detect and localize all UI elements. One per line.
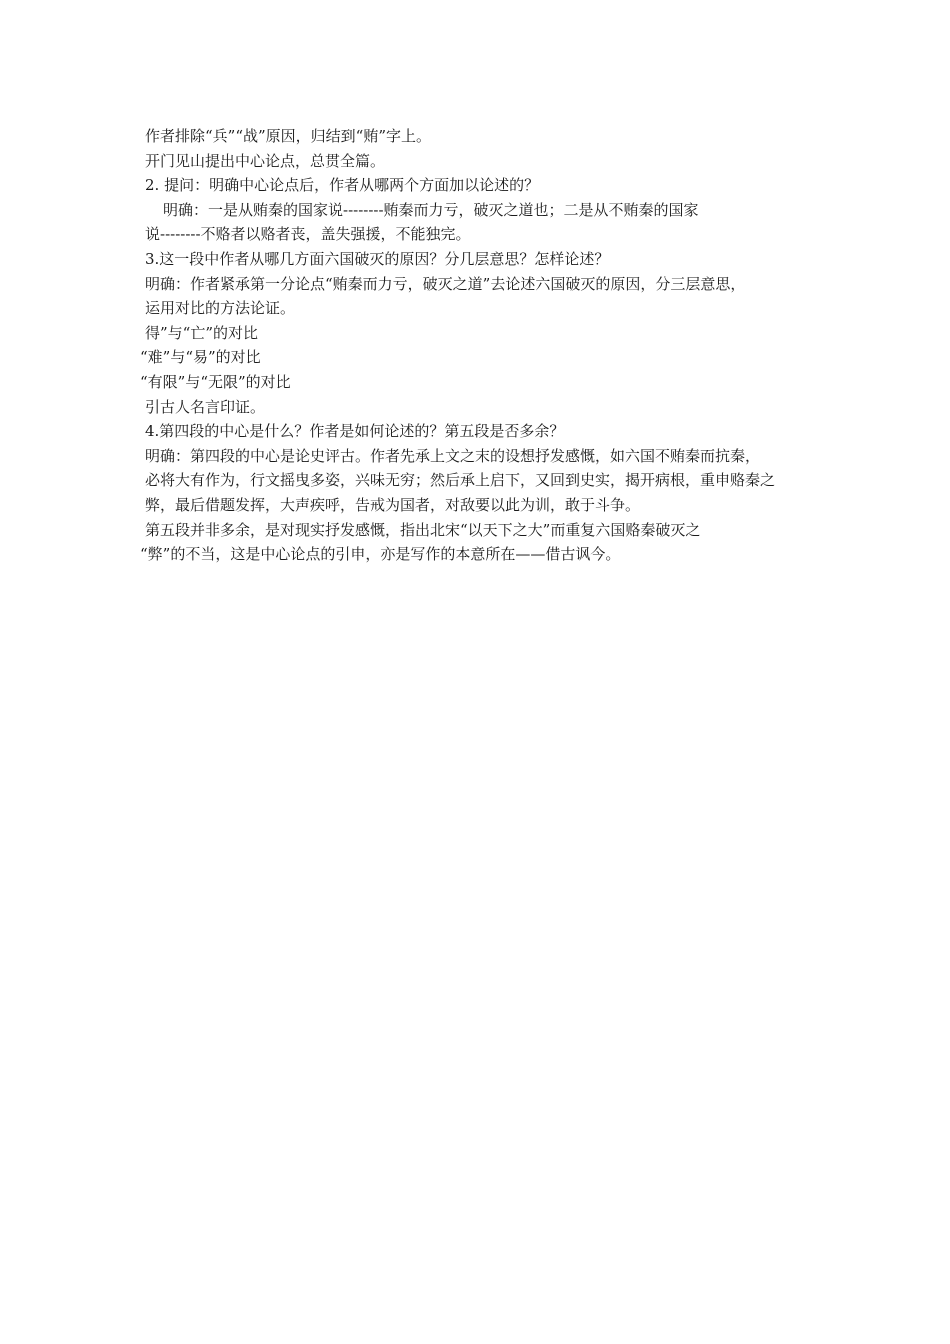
- question-3: 3.这一段中作者从哪几方面六国破灭的原因？分几层意思？怎样论述？: [145, 249, 610, 268]
- paragraph-5-line-1: 第五段并非多余，是对现实抒发感慨，指出北宋“以天下之大”而重复六国赂秦破灭之: [145, 520, 701, 539]
- answer-3-line-1: 明确：作者紧承第一分论点“贿秦而力亏，破灭之道”去论述六国破灭的原因，分三层意思，: [145, 274, 746, 293]
- text-line-1: 作者排除“兵”“战”原因，归结到“贿”字上。: [145, 127, 432, 145]
- answer-4-line-3: 弊，最后借题发挥，大声疾呼，告戒为国者，对敌要以此为训，敢于斗争。: [145, 495, 641, 514]
- quote-evidence-line: 引古人名言印证。: [145, 397, 266, 416]
- answer-2-line-2: 说--------不赂者以赂者丧，盖失强援，不能独完。: [145, 225, 471, 244]
- document-body: [140, 124, 815, 567]
- question-2: 2. 提问：明确中心论点后，作者从哪两个方面加以论述的？: [145, 176, 540, 195]
- text-line-2: 开门见山提出中心论点，总贯全篇。: [145, 151, 386, 170]
- answer-2-line-1: 明确：一是从贿秦的国家说--------贿秦而力亏，破灭之道也；二是从不贿秦的国家: [163, 200, 699, 219]
- contrast-item-1: 得”与“亡”的对比: [145, 323, 259, 342]
- answer-4-line-2: 必将大有作为，行文摇曳多姿，兴味无穷；然后承上启下，又回到史实，揭开病根，重申赂秦之: [145, 471, 776, 490]
- paragraph-5-line-2: “弊”的不当，这是中心论点的引申，亦是写作的本意所在——借古讽今。: [140, 545, 621, 564]
- answer-4-line-1: 明确：第四段的中心是论史评古。作者先承上文之末的设想抒发感慨，如六国不贿秦而抗秦，: [145, 446, 761, 465]
- contrast-item-3: “有限”与“无限”的对比: [140, 372, 291, 391]
- question-4: 4.第四段的中心是什么？作者是如何论述的？第五段是否多余？: [145, 422, 565, 441]
- answer-3-line-2: 运用对比的方法论证。: [145, 299, 296, 318]
- contrast-item-2: “难”与“易”的对比: [140, 348, 261, 367]
